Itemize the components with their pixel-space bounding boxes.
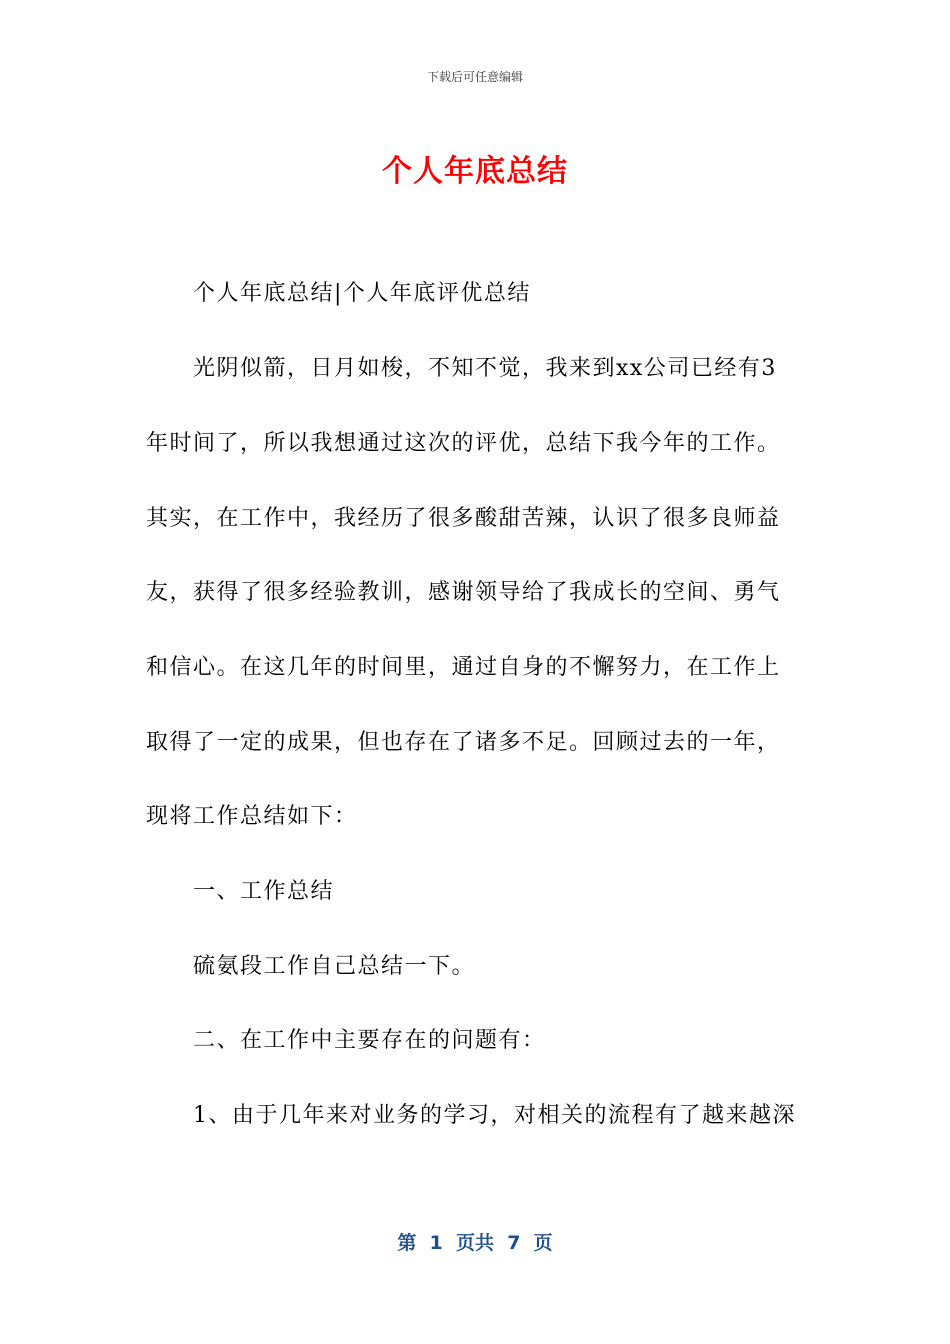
body-line: 和信心。在这几年的时间里，通过自身的不懈努力，在工作上 [146, 655, 781, 680]
body-line: 硫氨段工作自己总结一下。 [193, 954, 476, 979]
header-note: 下载后可任意编辑 [426, 70, 523, 84]
document-title: 个人年底总结 [382, 154, 568, 189]
section-heading-problems: 二、在工作中主要存在的问题有： [193, 1028, 546, 1053]
body-line: 其实，在工作中，我经历了很多酸甜苦辣，认识了很多良师益 [146, 506, 781, 531]
page-number-footer: 第 1 页共 7 页 [397, 1232, 553, 1254]
body-line: 年时间了，所以我想通过这次的评优，总结下我今年的工作。 [146, 431, 781, 456]
section-heading-work-summary: 一、工作总结 [193, 879, 335, 904]
body-line: 取得了一定的成果，但也存在了诸多不足。回顾过去的一年， [146, 730, 781, 755]
body-line: 友，获得了很多经验教训，感谢领导给了我成长的空间、勇气 [146, 580, 781, 605]
body-line: 1、由于几年来对业务的学习，对相关的流程有了越来越深 [193, 1103, 796, 1128]
body-line: 光阴似箭，日月如梭，不知不觉，我来到xx公司已经有3 [193, 356, 777, 381]
body-line-subtitle: 个人年底总结|个人年底评优总结 [193, 281, 531, 306]
body-line: 现将工作总结如下： [146, 804, 358, 829]
